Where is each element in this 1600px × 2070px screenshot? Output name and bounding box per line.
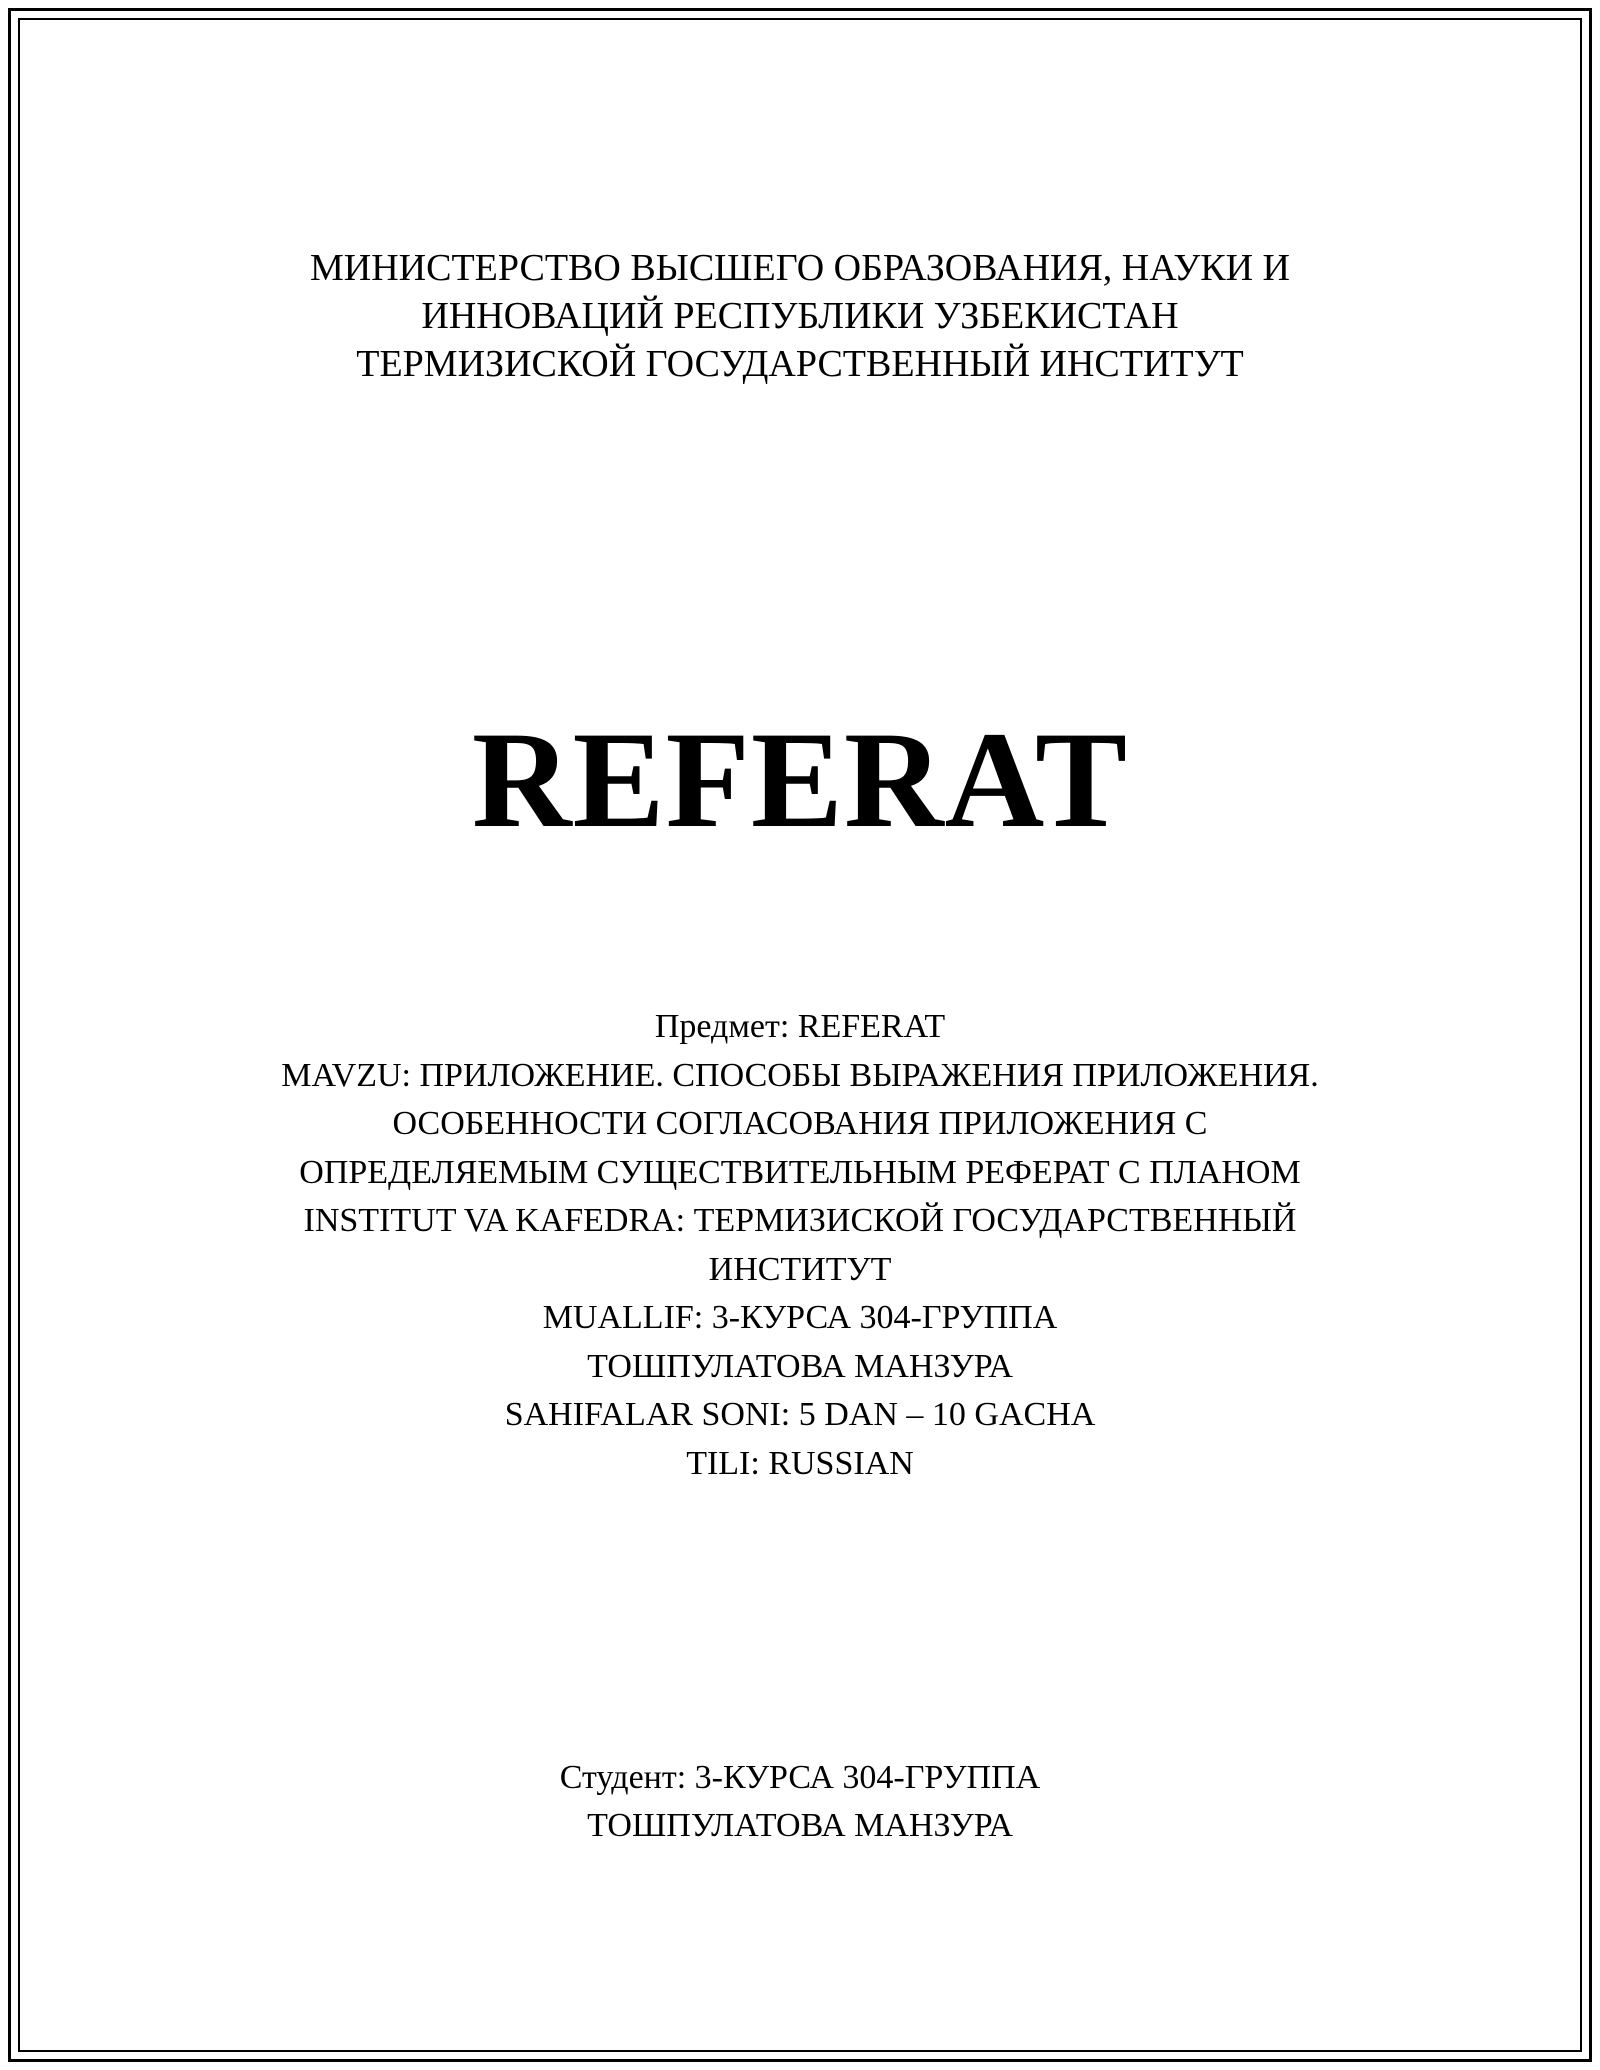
document-info <box>0 1003 1600 1488</box>
ministry-line-2: ИННОВАЦИЙ РЕСПУБЛИКИ УЗБЕКИСТАН <box>421 295 1179 337</box>
author-line-2: ТОШПУЛАТОВА МАНЗУРА <box>587 1347 1013 1385</box>
institute-department-line-2: ИНСТИТУТ <box>708 1250 892 1288</box>
topic-line-2: ОСОБЕННОСТИ СОГЛАСОВАНИЯ ПРИЛОЖЕНИЯ С <box>392 1105 1208 1142</box>
ministry-header <box>0 244 1600 388</box>
document-title: REFERAT <box>471 703 1129 856</box>
subject-line: Предмет: REFERAT <box>654 1008 946 1045</box>
author-line-1: MUALLIF: 3-КУРСА 304-ГРУППА <box>542 1299 1058 1336</box>
topic-line-1: MAVZU: ПРИЛОЖЕНИЕ. СПОСОБЫ ВЫРАЖЕНИЯ ПРИЛОЖЕНИЯ. <box>281 1056 1319 1094</box>
institute-department-line-1: INSTITUT VA KAFEDRA: ТЕРМИЗИСКОЙ ГОСУДАРСТВЕННЫЙ <box>303 1202 1297 1239</box>
student-block <box>0 1754 1600 1850</box>
student-line-1: Студент: 3-КУРСА 304-ГРУППА <box>559 1759 1041 1796</box>
student-line-2: ТОШПУЛАТОВА МАНЗУРА <box>587 1807 1013 1844</box>
page-count-line: SAHIFALAR SONI: 5 DAN – 10 GACHA <box>504 1396 1096 1433</box>
institute-line: ТЕРМИЗИСКОЙ ГОСУДАРСТВЕННЫЙ ИНСТИТУТ <box>356 343 1244 385</box>
topic-line-3: ОПРЕДЕЛЯЕМЫМ СУЩЕСТВИТЕЛЬНЫМ РЕФЕРАТ С ПЛАНОМ <box>299 1153 1301 1191</box>
ministry-line-1: МИНИСТЕРСТВО ВЫСШЕГО ОБРАЗОВАНИЯ, НАУКИ И <box>310 247 1290 289</box>
language-line: TILI: RUSSIAN <box>686 1444 914 1482</box>
